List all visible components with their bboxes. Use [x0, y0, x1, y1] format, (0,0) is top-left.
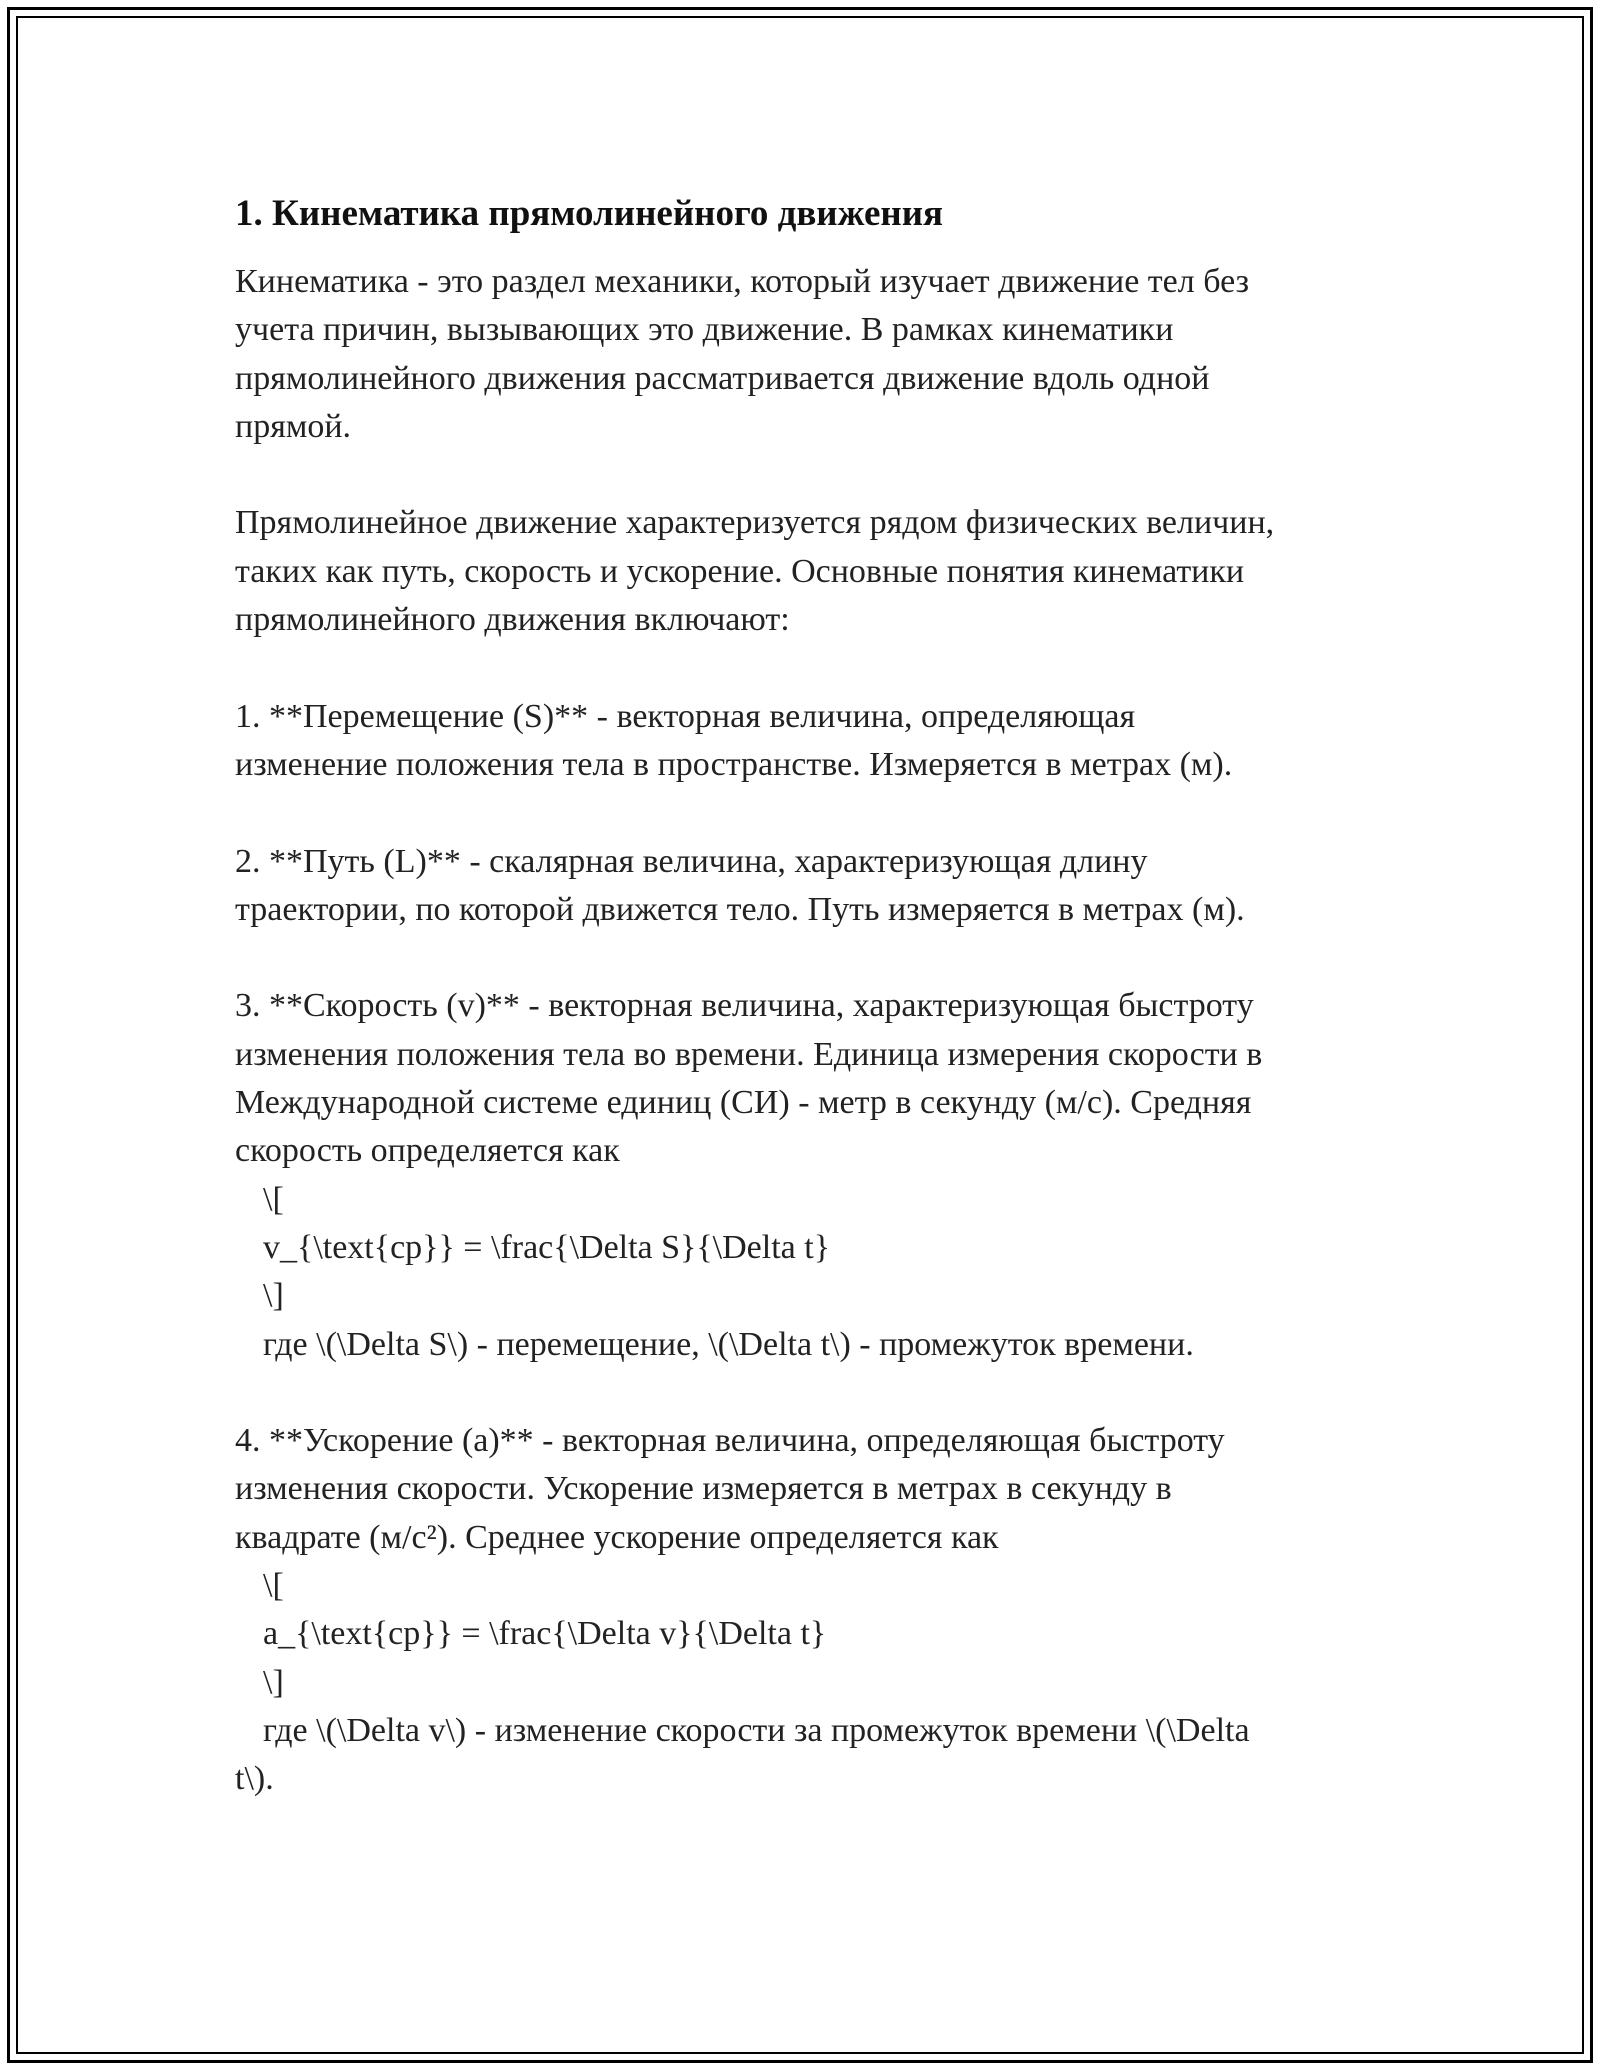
paragraph-spacer — [235, 644, 1365, 692]
formula-explanation: где \(\Delta v\) - изменение скорости за промежуток времени \(\Delta — [263, 1711, 1250, 1749]
paragraph-spacer — [235, 789, 1365, 837]
text-line: Прямолинейное движение характеризуется рядом физических величин, — [235, 504, 1275, 542]
text-line: 3. **Скорость (v)** - векторная величина, характеризующая быстроту — [235, 987, 1254, 1025]
text-line: изменение положения тела в пространстве. Измеряется в метрах (м). — [235, 745, 1233, 783]
paragraph-quantities — [235, 499, 1365, 644]
text-line: таких как путь, скорость и ускорение. Основные понятия кинематики — [235, 552, 1245, 590]
text-line: изменения положения тела во времени. Единица измерения скорости в — [235, 1035, 1263, 1073]
document-body — [235, 190, 1365, 1804]
text-line: t\). — [235, 1760, 274, 1798]
list-item-velocity — [235, 982, 1365, 1368]
paragraph-spacer — [235, 1369, 1365, 1417]
list-item-path — [235, 838, 1365, 935]
formula-line: v_{\text{ср}} = \frac{\Delta S}{\Delta t} — [263, 1228, 831, 1266]
list-item-acceleration — [235, 1417, 1365, 1803]
text-line: изменения скорости. Ускорение измеряется в метрах в секунду в — [235, 1470, 1172, 1508]
formula-explanation: где \(\Delta S\) - перемещение, \(\Delta t\) - промежуток времени. — [263, 1325, 1194, 1363]
text-line: прямолинейного движения рассматривается движение вдоль одной — [235, 359, 1210, 397]
text-line: прямолинейного движения включают: — [235, 601, 790, 639]
formula-line: \[ — [263, 1567, 284, 1605]
text-line: скорость определяется как — [235, 1132, 620, 1170]
text-line: траектории, по которой движется тело. Путь измеряется в метрах (м). — [235, 890, 1245, 928]
text-line: учета причин, вызывающих это движение. В рамках кинематики — [235, 311, 1174, 349]
text-line: Международной системе единиц (СИ) - метр в секунду (м/с). Средняя — [235, 1084, 1252, 1122]
paragraph-intro — [235, 258, 1365, 451]
text-line: 4. **Ускорение (a)** - векторная величина, определяющая быстроту — [235, 1422, 1225, 1460]
formula-line: \] — [263, 1663, 284, 1701]
text-line: квадрате (м/с²). Среднее ускорение определяется как — [235, 1518, 999, 1556]
section-title: 1. Кинематика прямолинейного движения — [235, 193, 944, 234]
paragraph-spacer — [235, 451, 1365, 499]
text-line: Кинематика - это раздел механики, который изучает движение тел без — [235, 263, 1250, 300]
text-line: 1. **Перемещение (S)** - векторная величина, определяющая — [235, 697, 1136, 735]
list-item-displacement — [235, 693, 1365, 790]
formula-line: \] — [263, 1277, 284, 1315]
formula-line: a_{\text{ср}} = \frac{\Delta v}{\Delta t} — [263, 1615, 827, 1653]
formula-line: \[ — [263, 1180, 284, 1218]
text-line: прямой. — [235, 407, 352, 445]
paragraph-spacer — [235, 934, 1365, 982]
text-line: 2. **Путь (L)** - скалярная величина, характеризующая длину — [235, 842, 1148, 880]
